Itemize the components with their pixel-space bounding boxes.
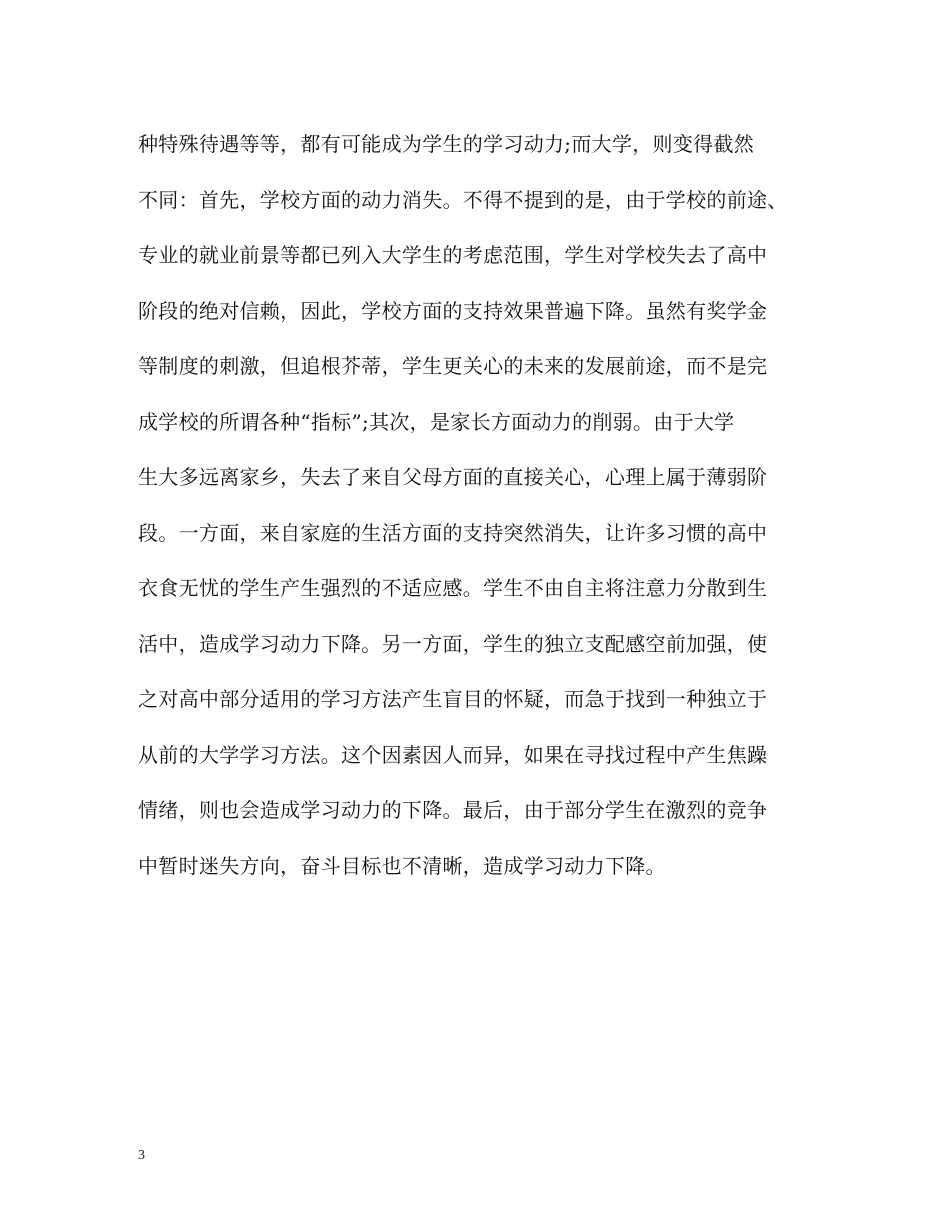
body-paragraph — [138, 123, 828, 900]
text-line-13: 情绪，则也会造成学习动力的下降。最后，由于部分学生在激烈的竞争 — [138, 798, 768, 822]
text-line-10: 活中，造成学习动力下降。另一方面，学生的独立支配感空前加强，使 — [138, 631, 768, 656]
text-line-14: 中暂时迷失方向，奋斗目标也不清晰，造成学习动力下降。 — [138, 853, 666, 878]
page-number: 3 — [138, 1148, 145, 1163]
text-line-2: 不同：首先，学校方面的动力消失。不得不提到的是，由于学校的前途、 — [138, 187, 788, 212]
text-line-7: 生大多远离家乡，失去了来自父母方面的直接关心，心理上属于薄弱阶 — [138, 465, 768, 489]
text-line-6: 成学校的所谓各种“指标”;其次，是家长方面动力的削弱。由于大学 — [138, 409, 735, 434]
text-line-5: 等制度的刺激，但追根芥蒂，学生更关心的未来的发展前途，而不是完 — [138, 354, 768, 378]
text-line-12: 从前的大学学习方法。这个因素因人而异，如果在寻找过程中产生焦躁 — [138, 742, 768, 767]
text-line-3: 专业的就业前景等都已列入大学生的考虑范围，学生对学校失去了高中 — [138, 243, 768, 267]
text-line-1: 种特殊待遇等等，都有可能成为学生的学习动力;而大学，则变得截然 — [138, 132, 755, 156]
text-line-11: 之对高中部分适用的学习方法产生盲目的怀疑，而急于找到一种独立于 — [138, 687, 768, 711]
text-line-4: 阶段的绝对信赖，因此，学校方面的支持效果普遍下降。虽然有奖学金 — [138, 298, 768, 323]
text-line-9: 衣食无忧的学生产生强烈的不适应感。学生不由自主将注意力分散到生 — [138, 576, 768, 600]
text-line-8: 段。一方面，来自家庭的生活方面的支持突然消失，让许多习惯的高中 — [138, 520, 768, 545]
